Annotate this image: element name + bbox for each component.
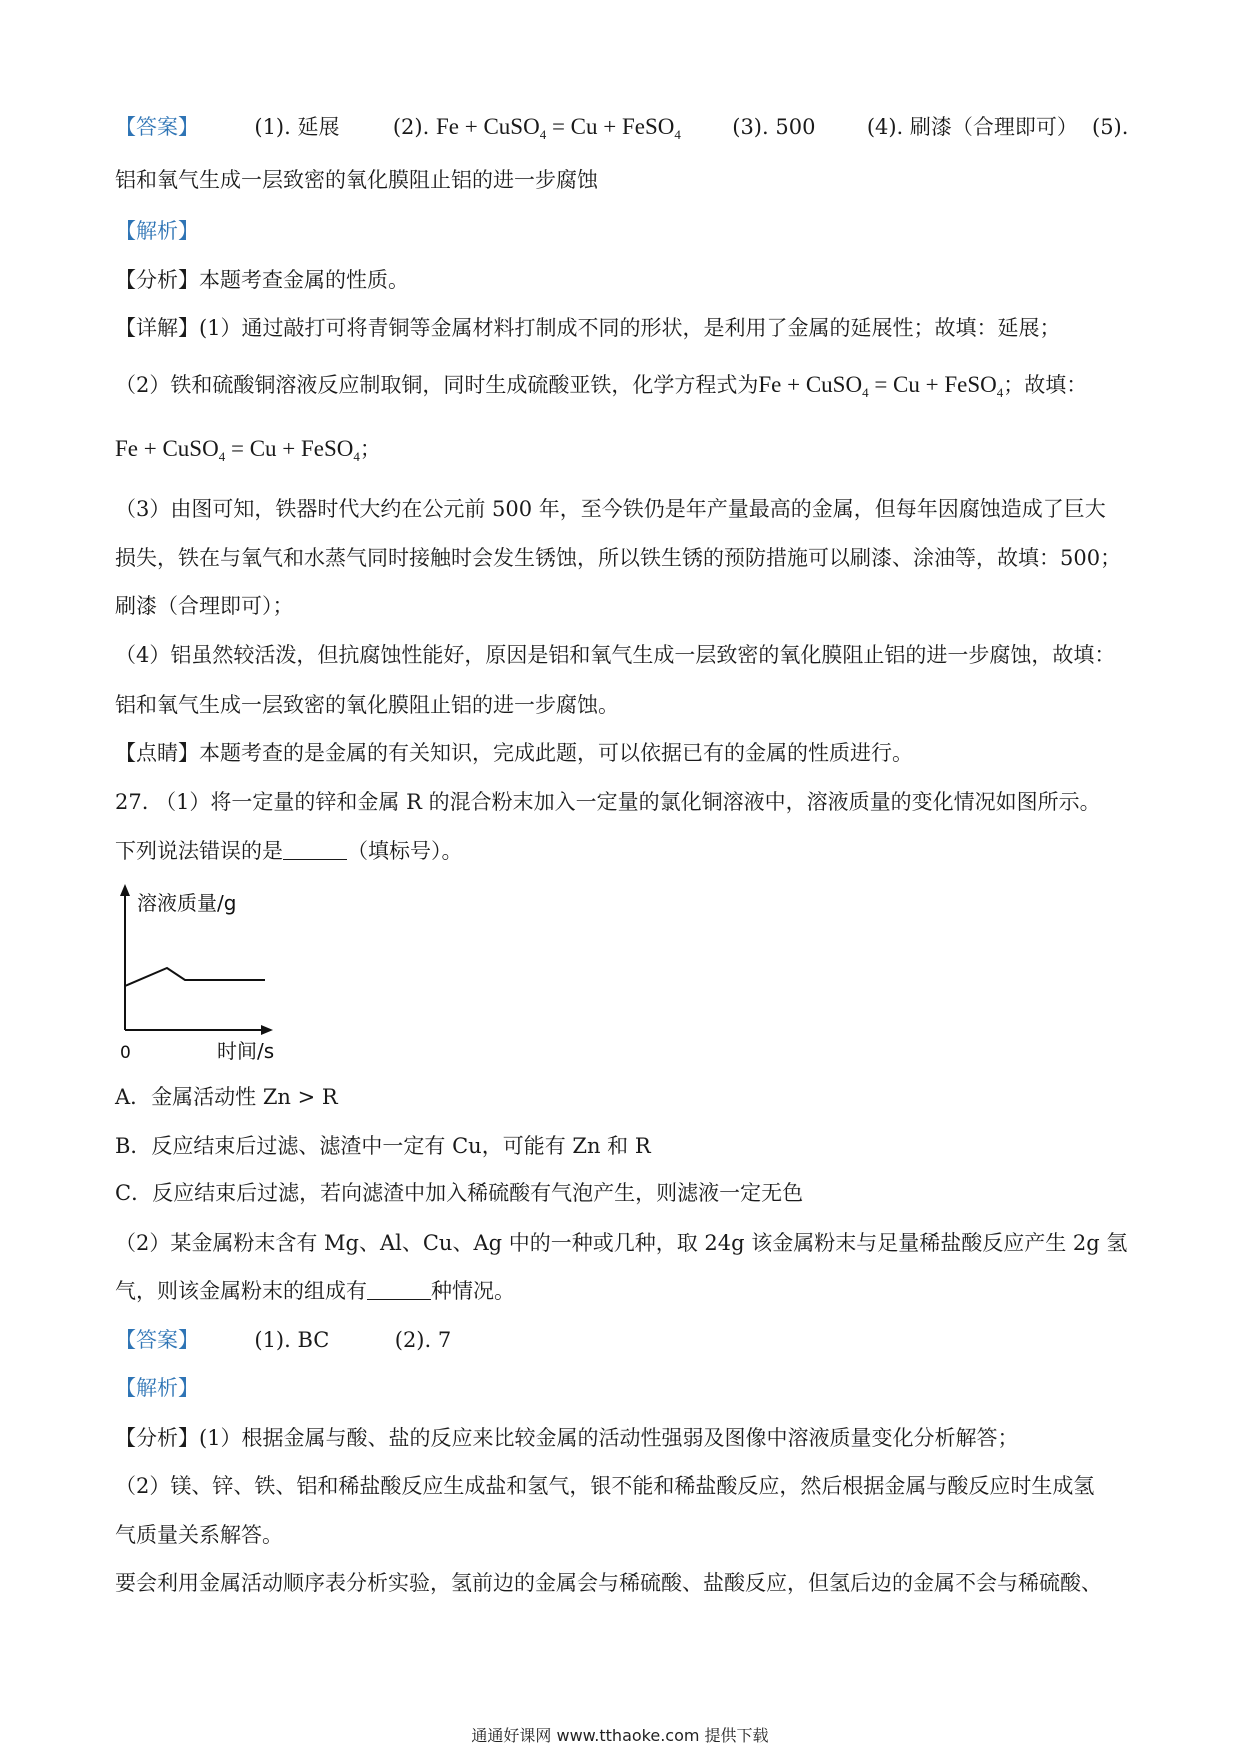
answer-line-2 xyxy=(115,1325,451,1355)
answer-item-5: (5). xyxy=(1092,115,1129,139)
answer-tag: 【答案】 xyxy=(115,115,199,139)
dianjing: 【点睛】本题考查的是金属的有关知识，完成此题，可以依据已有的金属的性质进行。 xyxy=(115,741,913,765)
analysis-2-line-2: （2）镁、锌、铁、铝和稀盐酸反应生成盐和氢气，银不能和稀盐酸反应，然后根据金属与酸反应时生成氢 xyxy=(115,1474,1095,1498)
detail-1: 【详解】(1）通过敲打可将青铜等金属材料打制成不同的形状，是利用了金属的延展性；故填：延展； xyxy=(115,316,1061,340)
solution-mass-graph xyxy=(105,880,305,1060)
y-axis-arrow xyxy=(120,884,130,896)
analysis-1: 【分析】本题考查金属的性质。 xyxy=(115,268,409,292)
answer-line-1 xyxy=(115,112,1078,150)
detail-3-line-2: 损失，铁在与氧气和水蒸气同时接触时会发生锈蚀，所以铁生锈的预防措施可以刷漆、涂油等，故填：500； xyxy=(115,546,1122,570)
detail-4-line-1: （4）铝虽然较活泼，但抗腐蚀性能好，原因是铝和氧气生成一层致密的氧化膜阻止铝的进一步腐蚀，故填： xyxy=(115,643,1116,667)
equation: Fe + CuSO$_4$ = Cu + FeSO$_4$ xyxy=(435,114,681,142)
option-b: B．反应结束后过滤、滤渣中一定有 Cu，可能有 Zn 和 R xyxy=(115,1134,651,1158)
answer-item-2: (2). xyxy=(392,115,430,139)
answer-continuation: 铝和氧气生成一层致密的氧化膜阻止铝的进一步腐蚀 xyxy=(115,168,598,192)
jiexi-heading-2: 【解析】 xyxy=(115,1376,199,1400)
option-c: C．反应结束后过滤，若向滤渣中加入稀硫酸有气泡产生，则滤液一定无色 xyxy=(115,1181,804,1205)
option-a: A．金属活动性 Zn > R xyxy=(115,1085,338,1109)
origin-label: 0 xyxy=(120,1043,131,1060)
answer-item-3: (3). 500 xyxy=(732,115,816,139)
detail-2-text: （2）铁和硫酸铜溶液反应制取铜，同时生成硫酸亚铁，化学方程式为 xyxy=(115,373,759,397)
jiexi-heading-1: 【解析】 xyxy=(115,219,199,243)
detail-2-answer: Fe + CuSO$_4$ = Cu + FeSO$_4$； xyxy=(115,436,381,464)
analysis-2-line-3: 气质量关系解答。 xyxy=(115,1523,283,1547)
analysis-2-line-1: 【分析】(1）根据金属与酸、盐的反应来比较金属的活动性强弱及图像中溶液质量变化分析解答； xyxy=(115,1426,1019,1450)
mass-curve xyxy=(125,968,265,986)
answer-tag: 【答案】 xyxy=(115,1328,199,1352)
y-axis-label: 溶液质量/g xyxy=(137,891,237,915)
answer-item-1: (1). 延展 xyxy=(254,115,340,139)
detail-4-line-2: 铝和氧气生成一层致密的氧化膜阻止铝的进一步腐蚀。 xyxy=(115,693,619,717)
detail-3-line-1: （3）由图可知，铁器时代大约在公元前 500 年，至今铁仍是年产量最高的金属，但每年因腐蚀造成了巨大 xyxy=(115,497,1106,521)
question-27-part-2-line-1: （2）某金属粉末含有 Mg、Al、Cu、Ag 中的一种或几种，取 24g 该金属粉末与足量稀盐酸反应产生 2g 氢 xyxy=(115,1231,1128,1255)
answer-item-2: (2). 7 xyxy=(394,1328,452,1352)
detail-2 xyxy=(115,370,1087,408)
last-line: 要会利用金属活动顺序表分析实验，氢前边的金属会与稀硫酸、盐酸反应，但氢后边的金属不会与稀硫酸、 xyxy=(115,1571,1102,1595)
answer-blank xyxy=(283,839,347,860)
equation: Fe + CuSO$_4$ = Cu + FeSO$_4$ xyxy=(758,372,1004,400)
question-27-part-2-line-2: 气，则该金属粉末的组成有 种情况。 xyxy=(115,1279,515,1303)
answer-blank xyxy=(367,1279,431,1300)
question-27-line-2: 下列说法错误的是 （填标号）。 xyxy=(115,839,463,863)
answer-item-4: (4). 刷漆（合理即可） xyxy=(866,115,1078,139)
x-axis-arrow xyxy=(261,1025,273,1035)
footer-watermark: 通通好课网 www.tthaoke.com 提供下载 xyxy=(471,1726,769,1745)
detail-2-tail: ；故填： xyxy=(1003,373,1088,397)
x-axis-label: 时间/s xyxy=(217,1039,275,1060)
answer-item-1: (1). BC xyxy=(254,1328,330,1352)
question-27-line-1: 27. （1）将一定量的锌和金属 R 的混合粉末加入一定量的氯化铜溶液中，溶液质量的变化情况如图所示。 xyxy=(115,790,1101,814)
detail-3-line-3: 刷漆（合理即可）； xyxy=(115,594,294,618)
equation: Fe + CuSO$_4$ = Cu + FeSO$_4$ xyxy=(115,436,360,464)
